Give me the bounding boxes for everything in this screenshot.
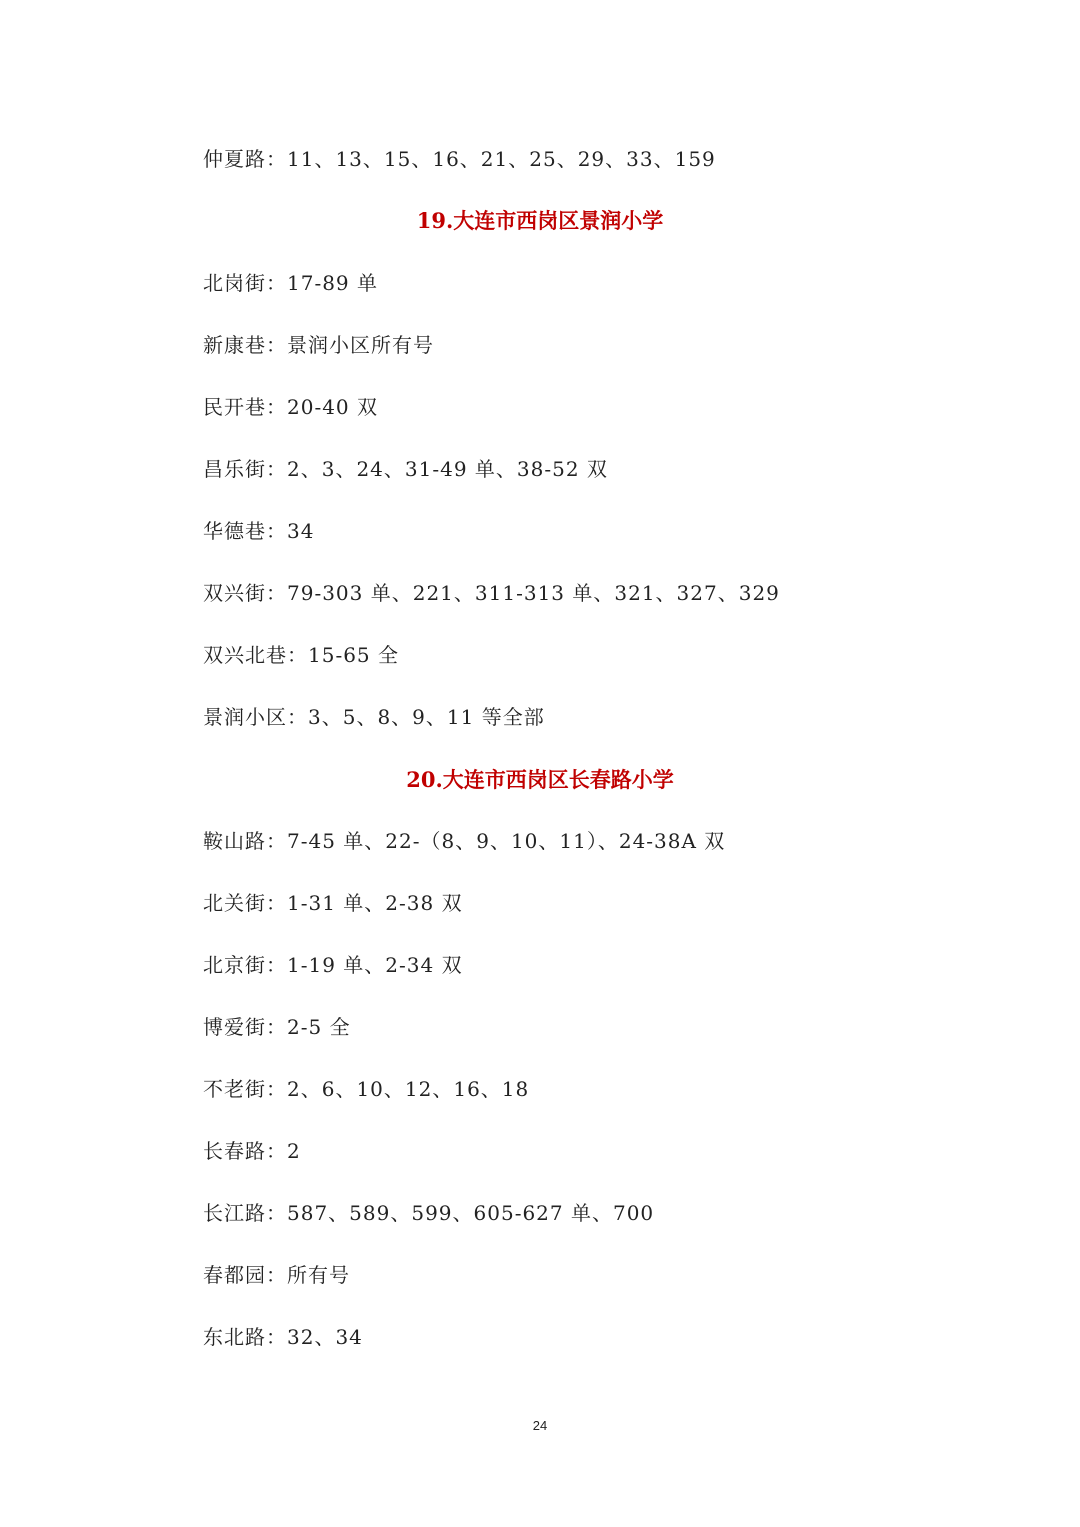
address-line: 长春路：2 bbox=[203, 1139, 301, 1163]
address-line: 华德巷：34 bbox=[203, 519, 315, 543]
section-heading-20: 20.大连市西岗区长春路小学 bbox=[406, 767, 674, 792]
section-heading-19: 19.大连市西岗区景润小学 bbox=[416, 208, 664, 233]
address-line: 北京街：1-19 单、2-34 双 bbox=[203, 953, 463, 977]
address-line: 东北路：32、34 bbox=[203, 1325, 363, 1349]
address-line: 长江路：587、589、599、605-627 单、700 bbox=[203, 1201, 655, 1225]
address-line: 不老街：2、6、10、12、16、18 bbox=[203, 1077, 530, 1101]
address-line-zhongxia-road: 仲夏路：11、13、15、16、21、25、29、33、159 bbox=[203, 147, 716, 171]
address-line: 北岗街：17-89 单 bbox=[203, 271, 379, 295]
address-line: 民开巷：20-40 双 bbox=[203, 395, 379, 419]
address-line: 春都园：所有号 bbox=[203, 1263, 350, 1287]
address-line: 北关街：1-31 单、2-38 双 bbox=[203, 891, 463, 915]
page-number: 24 bbox=[532, 1418, 548, 1433]
address-line: 双兴北巷：15-65 全 bbox=[203, 643, 400, 667]
address-line: 博爱街：2-5 全 bbox=[203, 1015, 351, 1039]
address-line: 昌乐街：2、3、24、31-49 单、38-52 双 bbox=[203, 457, 608, 481]
address-line: 双兴街：79-303 单、221、311-313 单、321、327、329 bbox=[203, 581, 780, 605]
address-line: 景润小区：3、5、8、9、11 等全部 bbox=[203, 705, 545, 729]
address-line: 鞍山路：7-45 单、22-（8、9、10、11）、24-38A 双 bbox=[203, 829, 726, 853]
address-line: 新康巷：景润小区所有号 bbox=[203, 333, 434, 357]
